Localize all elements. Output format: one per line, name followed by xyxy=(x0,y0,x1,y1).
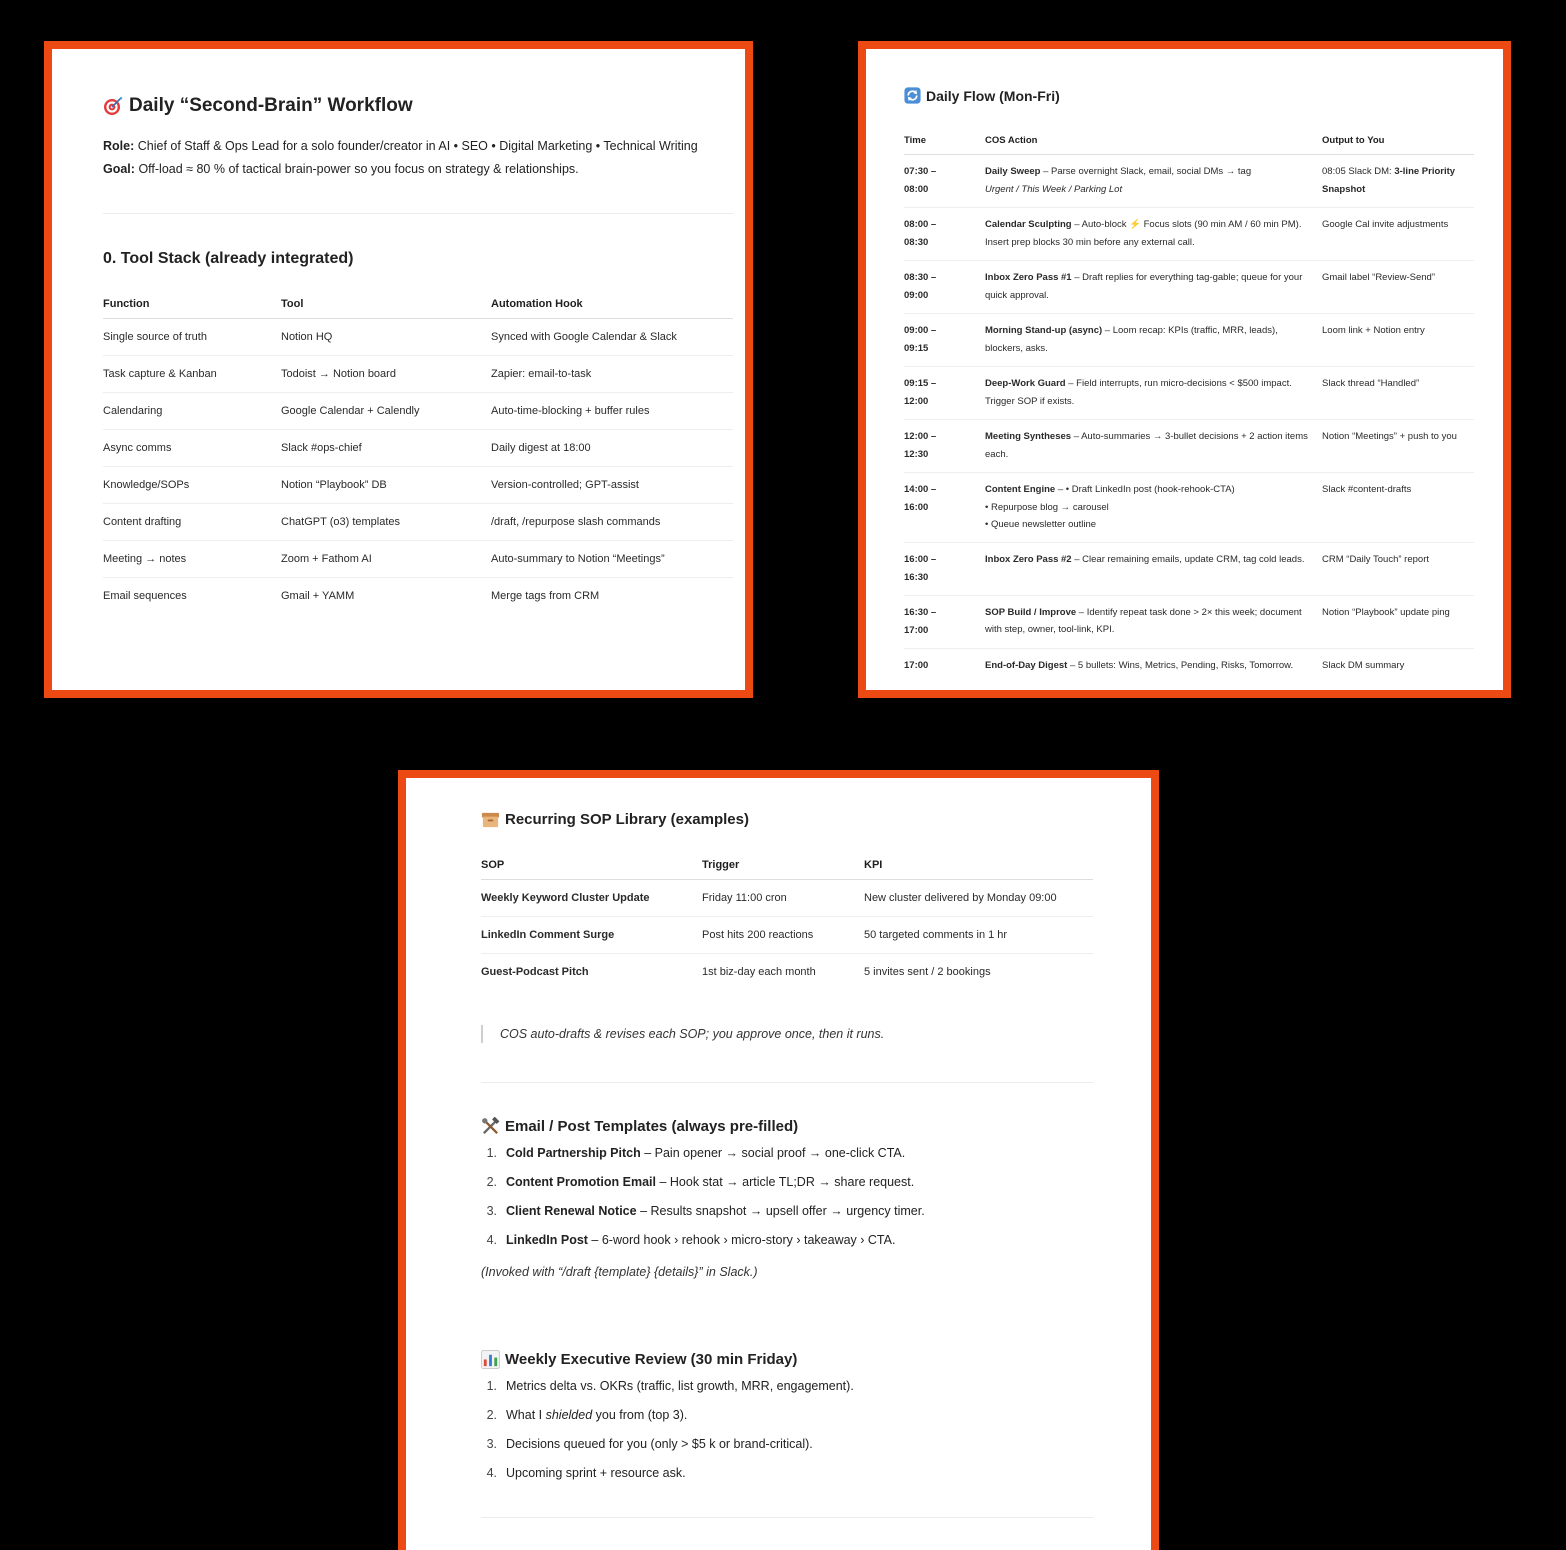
action-text: – Identify repeat task done > 2× this week; document with step, owner, tool-link, KPI. xyxy=(985,606,1302,635)
table-cell: Zoom + Fathom AI xyxy=(281,541,491,578)
review-text: Metrics delta vs. OKRs (traffic, list growth, MRR, engagement). xyxy=(506,1379,854,1393)
review-italic: shielded xyxy=(545,1408,593,1422)
daily-flow-header: Time xyxy=(904,126,985,155)
table-row xyxy=(103,467,733,504)
action-cell xyxy=(985,261,1322,314)
output-bold: 3-line Priority Snapshot xyxy=(1322,166,1456,195)
table-cell: Merge tags from CRM xyxy=(491,590,600,602)
table-cell: Daily digest at 18:00 xyxy=(491,430,733,467)
action-cell xyxy=(985,208,1322,261)
output-text: Notion “Meetings” + push to you xyxy=(1322,431,1457,442)
review-text: Upcoming sprint + resource ask. xyxy=(506,1466,686,1480)
workflow-title-text: Daily “Second-Brain” Workflow xyxy=(129,95,413,116)
list-item xyxy=(481,1168,1096,1197)
list-body xyxy=(506,1430,813,1459)
tool-stack-panel xyxy=(44,41,753,698)
list-number: 3. xyxy=(486,1437,497,1451)
table-cell: Calendaring xyxy=(103,393,281,430)
output-cell xyxy=(1322,542,1474,595)
list-body xyxy=(506,1372,854,1401)
template-text: – Results snapshot → upsell offer → urgency timer. xyxy=(636,1204,925,1218)
output-text: Slack #content-drafts xyxy=(1322,484,1412,495)
review-title xyxy=(481,1350,1096,1369)
time-start: 16:00 – xyxy=(904,553,937,565)
time-cell xyxy=(904,261,985,314)
list-item xyxy=(481,1197,1096,1226)
table-row xyxy=(904,367,1474,420)
table-row xyxy=(481,880,1093,917)
action-cell xyxy=(985,595,1322,648)
output-cell xyxy=(1322,314,1474,367)
table-row xyxy=(103,393,733,430)
review-text: What I xyxy=(506,1408,546,1422)
list-body xyxy=(506,1139,905,1168)
daily-flow-title-text: Daily Flow (Mon-Fri) xyxy=(926,87,1060,104)
table-cell: Slack #ops-chief xyxy=(281,430,491,467)
daily-flow-header: COS Action xyxy=(985,126,1322,155)
table-row xyxy=(904,473,1474,543)
action-name: Morning Stand-up (async) xyxy=(985,325,1103,336)
table-row xyxy=(904,208,1474,261)
sop-quote: COS auto-drafts & revises each SOP; you approve once, then it runs. xyxy=(481,1025,1096,1043)
tool-stack-heading: 0. Tool Stack (already integrated) xyxy=(103,250,354,267)
divider xyxy=(481,1517,1093,1518)
action-name: Deep-Work Guard xyxy=(985,378,1066,389)
table-cell: Post hits 200 reactions xyxy=(702,917,864,954)
goal-text: Off-load ≈ 80 % of tactical brain-power so you focus on strategy & relationships. xyxy=(138,162,579,176)
action-cell xyxy=(985,420,1322,473)
table-cell: Todoist → Notion board xyxy=(281,356,491,393)
time-cell xyxy=(904,648,985,683)
list-number: 3. xyxy=(486,1204,497,1218)
review-list xyxy=(481,1372,1096,1488)
review-text: Decisions queued for you (only > $5 k or brand-critical). xyxy=(506,1437,813,1451)
action-name: SOP Build / Improve xyxy=(985,606,1077,618)
file-box-icon xyxy=(481,810,500,829)
table-cell: Zapier: email-to-task xyxy=(491,356,733,393)
table-cell: Notion HQ xyxy=(281,319,491,356)
list-item xyxy=(481,1430,1096,1459)
time-cell xyxy=(904,595,985,648)
time-start: 07:30 – xyxy=(904,166,937,177)
list-number: 2. xyxy=(486,1175,497,1189)
list-number: 1. xyxy=(486,1379,497,1393)
action-name: Content Engine xyxy=(985,484,1056,495)
table-cell: Knowledge/SOPs xyxy=(103,467,281,504)
action-name: Daily Sweep xyxy=(985,166,1041,177)
table-cell: New cluster delivered by Monday 09:00 xyxy=(864,880,1093,917)
table-row xyxy=(103,319,733,356)
table-cell: Version-controlled; GPT-assist xyxy=(491,467,733,504)
table-row xyxy=(904,420,1474,473)
templates-note: (Invoked with “/draft {template} {details}” in Slack.) xyxy=(481,1265,758,1279)
divider xyxy=(103,213,733,214)
templates-list xyxy=(481,1139,1096,1255)
sop-library-content xyxy=(481,808,1096,1518)
sop-header: KPI xyxy=(864,851,1093,880)
time-end: 08:00 xyxy=(904,184,929,195)
output-cell xyxy=(1322,155,1474,208)
time-cell xyxy=(904,314,985,367)
time-cell xyxy=(904,155,985,208)
output-cell xyxy=(1322,261,1474,314)
table-cell: Meeting → notes xyxy=(103,541,281,578)
list-body xyxy=(506,1197,925,1226)
action-text: – Draft replies for everything tag-gable; queue for your quick approval. xyxy=(985,272,1303,301)
time-start: 14:00 – xyxy=(904,484,937,495)
time-start: 08:30 – xyxy=(904,272,937,283)
action-cell xyxy=(985,155,1322,208)
action-cell xyxy=(985,542,1322,595)
action-cell xyxy=(985,648,1322,683)
table-row xyxy=(904,314,1474,367)
review-title-text: Weekly Executive Review (30 min Friday) xyxy=(505,1351,798,1368)
table-cell: Weekly Keyword Cluster Update xyxy=(481,880,702,917)
table-cell: Guest-Podcast Pitch xyxy=(481,966,589,978)
action-name: End-of-Day Digest xyxy=(985,659,1068,671)
action-text: – • Draft LinkedIn post (hook-rehook-CTA) • Repurpose blog → carousel • Queue newsletter outline xyxy=(985,484,1235,530)
time-end: 12:30 xyxy=(904,449,929,460)
table-cell: 50 targeted comments in 1 hr xyxy=(864,917,1093,954)
table-row xyxy=(904,595,1474,648)
list-body xyxy=(506,1168,914,1197)
time-cell xyxy=(904,420,985,473)
table-cell: Notion “Playbook” DB xyxy=(281,467,491,504)
templates-title xyxy=(481,1117,1096,1136)
template-text: – 6-word hook › rehook › micro-story › takeaway › CTA. xyxy=(587,1233,896,1247)
table-cell: LinkedIn Comment Surge xyxy=(481,917,702,954)
list-body xyxy=(506,1226,895,1255)
templates-title-text: Email / Post Templates (always pre-filled) xyxy=(505,1118,799,1135)
table-cell: Email sequences xyxy=(103,590,187,602)
daily-flow-table xyxy=(904,126,1474,683)
table-row xyxy=(103,541,733,578)
action-text: – Auto-summaries → 3-bullet decisions + 2 action items each. xyxy=(985,431,1308,460)
output-text: Slack DM summary xyxy=(1322,659,1405,671)
target-icon xyxy=(103,96,123,116)
table-cell: /draft, /repurpose slash commands xyxy=(491,504,733,541)
goal-label: Goal: xyxy=(103,162,135,176)
workflow-title xyxy=(103,95,733,117)
table-cell: ChatGPT (o3) templates xyxy=(281,504,491,541)
template-name: Content Promotion Email xyxy=(506,1175,656,1189)
list-number: 2. xyxy=(486,1408,497,1422)
time-end: 08:30 xyxy=(904,237,929,248)
daily-flow-title xyxy=(904,87,1474,104)
output-cell xyxy=(1322,648,1474,683)
table-cell: Content drafting xyxy=(103,504,281,541)
output-text: Google Cal invite adjustments xyxy=(1322,219,1449,230)
output-cell xyxy=(1322,420,1474,473)
template-name: LinkedIn Post xyxy=(506,1233,588,1247)
action-name: Meeting Syntheses xyxy=(985,431,1072,442)
table-row xyxy=(904,542,1474,595)
sop-header: SOP xyxy=(481,851,702,880)
review-text-post: you from (top 3). xyxy=(592,1408,688,1422)
action-text: – Field interrupts, run micro-decisions < $500 impact. Trigger SOP if exists. xyxy=(985,378,1292,407)
action-tags: Urgent / This Week / Parking Lot xyxy=(985,183,1123,195)
table-row xyxy=(103,356,733,393)
time-end: 17:00 xyxy=(904,624,929,636)
output-text: Gmail label “Review-Send” xyxy=(1322,272,1435,283)
sop-library-title xyxy=(481,810,1096,829)
sop-header: Trigger xyxy=(702,851,864,880)
action-name: Calendar Sculpting xyxy=(985,219,1072,230)
table-cell: Google Calendar + Calendly xyxy=(281,393,491,430)
output-cell xyxy=(1322,208,1474,261)
time-start: 12:00 – xyxy=(904,431,937,442)
table-cell: Task capture & Kanban xyxy=(103,356,281,393)
divider xyxy=(481,1082,1093,1083)
sop-library-panel xyxy=(398,770,1159,1550)
table-row xyxy=(103,504,733,541)
table-row xyxy=(904,261,1474,314)
time-cell xyxy=(904,473,985,543)
time-end: 12:00 xyxy=(904,396,929,407)
output-text: CRM “Daily Touch” report xyxy=(1322,553,1429,565)
output-cell xyxy=(1322,367,1474,420)
time-start: 09:00 – xyxy=(904,325,937,336)
sop-table xyxy=(481,851,1093,990)
daily-flow-content xyxy=(904,79,1474,683)
action-name: Inbox Zero Pass #1 xyxy=(985,272,1072,283)
output-text: Loom link + Notion entry xyxy=(1322,325,1425,336)
list-item xyxy=(481,1401,1096,1430)
list-item xyxy=(481,1372,1096,1401)
table-row xyxy=(481,954,1093,991)
time-start: 08:00 – xyxy=(904,219,937,230)
table-cell: Single source of truth xyxy=(103,319,281,356)
tool-stack-content xyxy=(103,87,733,614)
daily-flow-panel xyxy=(858,41,1511,698)
action-name: Inbox Zero Pass #2 xyxy=(985,553,1072,565)
output-text: Notion “Playbook” update ping xyxy=(1322,606,1450,618)
output-cell xyxy=(1322,473,1474,543)
time-cell xyxy=(904,367,985,420)
time-cell xyxy=(904,542,985,595)
table-cell: 5 invites sent / 2 bookings xyxy=(864,966,991,978)
action-text: – Clear remaining emails, update CRM, tag cold leads. xyxy=(1071,553,1305,565)
table-cell: Gmail + YAMM xyxy=(281,590,355,602)
sop-library-title-text: Recurring SOP Library (examples) xyxy=(505,811,749,828)
action-cell xyxy=(985,314,1322,367)
time-end: 16:30 xyxy=(904,571,929,583)
table-row xyxy=(481,917,1093,954)
list-body xyxy=(506,1401,687,1430)
list-item xyxy=(481,1139,1096,1168)
table-cell: Synced with Google Calendar & Slack xyxy=(491,319,733,356)
action-text: – Parse overnight Slack, email, social DMs → tag xyxy=(1040,166,1252,177)
template-name: Cold Partnership Pitch xyxy=(506,1146,641,1160)
table-cell: Auto-summary to Notion “Meetings” xyxy=(491,541,733,578)
action-cell xyxy=(985,473,1322,543)
role-label: Role: xyxy=(103,139,135,153)
output-text: 08:05 Slack DM: xyxy=(1322,166,1395,177)
table-row xyxy=(904,648,1474,683)
time-end: 09:00 xyxy=(904,290,929,301)
daily-flow-header: Output to You xyxy=(1322,126,1474,155)
action-cell xyxy=(985,367,1322,420)
role-text: Chief of Staff & Ops Lead for a solo founder/creator in AI • SEO • Digital Marketing • Technical Writing xyxy=(137,139,698,153)
bar-chart-icon xyxy=(481,1350,500,1369)
table-row xyxy=(103,578,733,615)
template-text: – Hook stat → article TL;DR → share request. xyxy=(656,1175,915,1189)
table-cell: 1st biz-day each month xyxy=(702,966,816,978)
template-name: Client Renewal Notice xyxy=(506,1204,637,1218)
action-text: – Loom recap: KPIs (traffic, MRR, leads), blockers, asks. xyxy=(985,325,1278,354)
time-start: 09:15 – xyxy=(904,378,937,389)
table-cell: Auto-time-blocking + buffer rules xyxy=(491,393,733,430)
template-text: – Pain opener → social proof → one-click CTA. xyxy=(640,1146,906,1160)
list-body xyxy=(506,1459,686,1488)
refresh-icon xyxy=(904,87,921,104)
output-cell xyxy=(1322,595,1474,648)
list-number: 4. xyxy=(486,1466,497,1480)
time-cell xyxy=(904,208,985,261)
list-item xyxy=(481,1459,1096,1488)
action-text: – Auto-block ⚡ Focus slots (90 min AM / 60 min PM). Insert prep blocks 30 min before any external call. xyxy=(985,219,1302,248)
tools-icon xyxy=(481,1117,500,1136)
time-end: 16:00 xyxy=(904,502,929,513)
list-number: 1. xyxy=(486,1146,497,1160)
table-cell: Async comms xyxy=(103,430,281,467)
list-item xyxy=(481,1226,1096,1255)
time-start: 16:30 – xyxy=(904,606,937,618)
table-row xyxy=(103,430,733,467)
tool-stack-header: Tool xyxy=(281,288,491,319)
table-row xyxy=(904,155,1474,208)
list-number: 4. xyxy=(486,1233,497,1247)
output-text: Slack thread “Handled” xyxy=(1322,378,1420,389)
time-end: 09:15 xyxy=(904,343,929,354)
role-paragraph xyxy=(103,135,733,181)
tool-stack-header: Automation Hook xyxy=(491,288,733,319)
action-text: – 5 bullets: Wins, Metrics, Pending, Risks, Tomorrow. xyxy=(1067,659,1294,671)
table-cell: Friday 11:00 cron xyxy=(702,880,864,917)
tool-stack-table xyxy=(103,288,733,614)
tool-stack-header: Function xyxy=(103,288,281,319)
time-start: 17:00 xyxy=(904,659,929,671)
